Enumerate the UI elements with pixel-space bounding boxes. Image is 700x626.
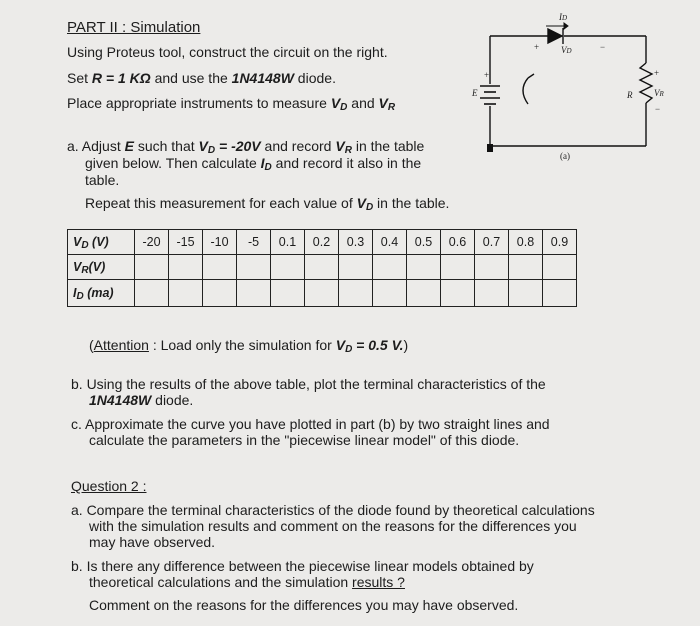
table-cell: 0.7 bbox=[475, 230, 509, 255]
table-cell-empty[interactable] bbox=[135, 255, 169, 280]
table-cell: 0.1 bbox=[271, 230, 305, 255]
label-e: E bbox=[472, 88, 478, 98]
label-plus-battery: + bbox=[484, 70, 490, 80]
table-cell: 0.9 bbox=[543, 230, 577, 255]
measurement-table bbox=[67, 229, 577, 307]
label-vr: VR bbox=[654, 88, 664, 98]
table-cell-empty[interactable] bbox=[305, 280, 339, 307]
table-cell-empty[interactable] bbox=[271, 280, 305, 307]
table-cell-empty[interactable] bbox=[135, 280, 169, 307]
table-cell: 0.8 bbox=[509, 230, 543, 255]
table-cell-empty[interactable] bbox=[271, 255, 305, 280]
label-id: ID bbox=[559, 12, 568, 22]
label-r: R bbox=[627, 90, 633, 100]
intro-line-3: Place appropriate instruments to measure VD and VR bbox=[67, 95, 396, 113]
row-header-vr: VR(V) bbox=[68, 255, 135, 280]
table-cell-empty[interactable] bbox=[441, 255, 475, 280]
intro-line-2: Set R = 1 KΩ and use the 1N4148W diode. bbox=[67, 70, 336, 86]
table-cell-empty[interactable] bbox=[373, 280, 407, 307]
table-cell-empty[interactable] bbox=[543, 280, 577, 307]
table-cell-empty[interactable] bbox=[509, 255, 543, 280]
table-cell: -10 bbox=[203, 230, 237, 255]
item-a-line-4: Repeat this measurement for each value of VD in the table. bbox=[85, 195, 450, 213]
table-cell-empty[interactable] bbox=[237, 255, 271, 280]
label-plus-diode: + bbox=[534, 42, 540, 52]
label-plus-resistor: + bbox=[654, 68, 660, 78]
table-cell-empty[interactable] bbox=[203, 280, 237, 307]
table-cell-empty[interactable] bbox=[407, 255, 441, 280]
table-cell-empty[interactable] bbox=[169, 280, 203, 307]
table-cell-empty[interactable] bbox=[339, 280, 373, 307]
table-cell-empty[interactable] bbox=[509, 280, 543, 307]
table-cell-empty[interactable] bbox=[237, 280, 271, 307]
q2-a-line-1: a. Compare the terminal characteristics of the diode found by theoretical calculations bbox=[71, 502, 595, 518]
table-cell-empty[interactable] bbox=[203, 255, 237, 280]
table-cell-empty[interactable] bbox=[441, 280, 475, 307]
table-cell: 0.2 bbox=[305, 230, 339, 255]
intro-line-1: Using Proteus tool, construct the circuit on the right. bbox=[67, 44, 388, 60]
question-2-title: Question 2 : bbox=[71, 478, 147, 494]
item-b-line-2: 1N4148W diode. bbox=[89, 392, 194, 408]
table-cell-empty[interactable] bbox=[475, 255, 509, 280]
item-a-line-2: given below. Then calculate ID and record it also in the bbox=[85, 155, 422, 173]
label-minus-diode: − bbox=[600, 42, 606, 52]
table-cell-empty[interactable] bbox=[305, 255, 339, 280]
circuit-schematic bbox=[468, 8, 700, 168]
attention-note: (Attention : Load only the simulation for VD = 0.5 V.) bbox=[89, 337, 409, 355]
q2-b-line-1: b. Is there any difference between the piecewise linear models obtained by bbox=[71, 558, 534, 574]
item-b-line-1: b. Using the results of the above table, plot the terminal characteristics of the bbox=[71, 376, 546, 392]
item-a-line-1: a. Adjust E such that VD = -20V and record VR in the table bbox=[67, 138, 425, 156]
part-title: PART II : Simulation bbox=[67, 19, 201, 36]
table-cell: -20 bbox=[135, 230, 169, 255]
circuit-diagram bbox=[468, 8, 700, 168]
table-row bbox=[68, 280, 577, 307]
q2-b-line-2: theoretical calculations and the simulation results ? bbox=[89, 574, 405, 590]
table-row bbox=[68, 255, 577, 280]
q2-a-line-2: with the simulation results and comment on the reasons for the differences you bbox=[89, 518, 577, 534]
table-cell-empty[interactable] bbox=[475, 280, 509, 307]
label-minus-resistor: − bbox=[655, 104, 661, 114]
table-cell: -5 bbox=[237, 230, 271, 255]
table-cell-empty[interactable] bbox=[373, 255, 407, 280]
table-cell-empty[interactable] bbox=[543, 255, 577, 280]
table-cell: 0.6 bbox=[441, 230, 475, 255]
table-cell: -15 bbox=[169, 230, 203, 255]
table-cell-empty[interactable] bbox=[339, 255, 373, 280]
row-header-vd: VD (V) bbox=[68, 230, 135, 255]
label-vd: VD bbox=[561, 45, 572, 55]
table-cell-empty[interactable] bbox=[169, 255, 203, 280]
table-cell: 0.4 bbox=[373, 230, 407, 255]
label-figure-a: (a) bbox=[560, 151, 570, 161]
q2-b-line-3: Comment on the reasons for the differences you may have observed. bbox=[89, 597, 519, 613]
item-a-line-3: table. bbox=[85, 172, 120, 188]
item-c-line-1: c. Approximate the curve you have plotted in part (b) by two straight lines and bbox=[71, 416, 550, 432]
table-cell: 0.5 bbox=[407, 230, 441, 255]
item-c-line-2: calculate the parameters in the "piecewise linear model" of this diode. bbox=[89, 432, 520, 448]
table-cell-empty[interactable] bbox=[407, 280, 441, 307]
q2-a-line-3: may have observed. bbox=[89, 534, 216, 550]
table-cell: 0.3 bbox=[339, 230, 373, 255]
table-row bbox=[68, 230, 577, 255]
row-header-id: ID (ma) bbox=[68, 280, 135, 307]
